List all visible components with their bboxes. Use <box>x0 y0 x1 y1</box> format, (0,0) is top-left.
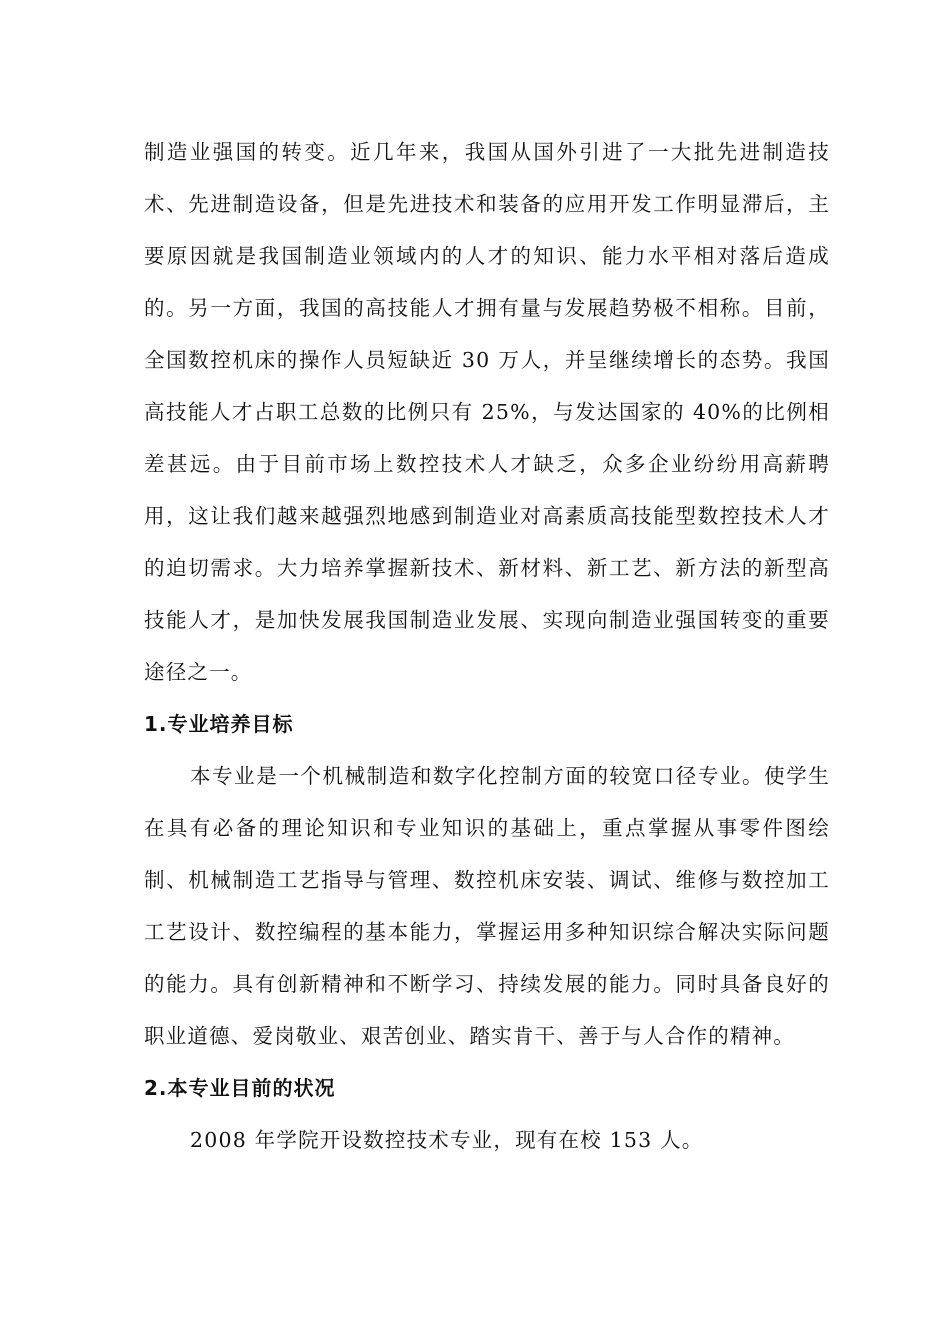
document-body <box>144 126 830 1166</box>
training-goals-paragraph: 本专业是一个机械制造和数字化控制方面的较宽口径专业。使学生在具有必备的理论知识和专业知识的基础上，重点掌握从事零件图绘制、机械制造工艺指导与管理、数控机床安装、调试、维修与数控加工工艺设计、数控编程的基本能力，掌握运用多种知识综合解决实际问题的能力。具有创新精神和不断学习、持续发展的能力。同时具备良好的职业道德、爱岗敬业、艰苦创业、踏实肯干、善于与人合作的精神。 <box>144 764 830 1048</box>
section-heading-current-status: 2.本专业目前的状况 <box>144 1076 336 1100</box>
intro-paragraph: 制造业强国的转变。近几年来，我国从国外引进了一大批先进制造技术、先进制造设备，但是先进技术和装备的应用开发工作明显滞后，主要原因就是我国制造业领域内的人才的知识、能力水平相对落后造成的。另一方面，我国的高技能人才拥有量与发展趋势极不相称。目前，全国数控机床的操作人员短缺近 30 万人，并呈继续增长的态势。我国高技能人才占职工总数的比例只有 25%，与发达国家的 40%的比例相差甚远。由于目前市场上数控技术人才缺乏，众多企业纷纷用高薪聘用，这让我们越来越强烈地感到制造业对高素质高技能型数控技术人才的迫切需求。大力培养掌握新技术、新材料、新工艺、新方法的新型高技能人才，是加快发展我国制造业发展、实现向制造业强国转变的重要途径之一。 <box>144 140 830 684</box>
section-heading-training-goals: 1.专业培养目标 <box>144 712 294 736</box>
current-status-paragraph: 2008 年学院开设数控技术专业，现有在校 153 人。 <box>190 1128 704 1152</box>
